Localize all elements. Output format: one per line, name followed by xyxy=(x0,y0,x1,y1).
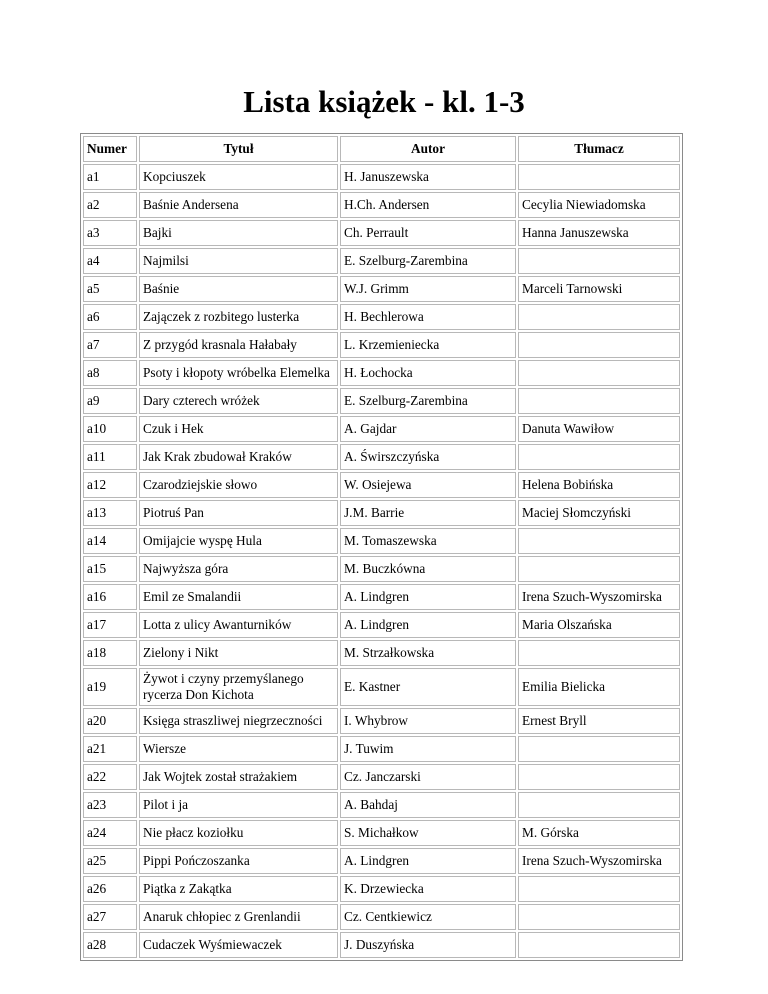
table-row xyxy=(83,736,680,762)
cell-tytul: Baśnie Andersena xyxy=(139,192,338,218)
cell-numer: a22 xyxy=(83,764,137,790)
cell-tlumacz xyxy=(518,360,680,386)
cell-tlumacz: Emilia Bielicka xyxy=(518,668,680,706)
cell-tlumacz: Hanna Januszewska xyxy=(518,220,680,246)
cell-tytul: Anaruk chłopiec z Grenlandii xyxy=(139,904,338,930)
cell-autor: A. Gajdar xyxy=(340,416,516,442)
cell-tytul: Emil ze Smalandii xyxy=(139,584,338,610)
cell-tytul: Najmilsi xyxy=(139,248,338,274)
cell-numer: a15 xyxy=(83,556,137,582)
cell-tlumacz: Cecylia Niewiadomska xyxy=(518,192,680,218)
cell-numer: a21 xyxy=(83,736,137,762)
cell-numer: a13 xyxy=(83,500,137,526)
cell-numer: a16 xyxy=(83,584,137,610)
table-row xyxy=(83,876,680,902)
cell-tlumacz xyxy=(518,876,680,902)
cell-autor: A. Bahdaj xyxy=(340,792,516,818)
table-row xyxy=(83,640,680,666)
cell-tytul: Piotruś Pan xyxy=(139,500,338,526)
cell-tlumacz: Maciej Słomczyński xyxy=(518,500,680,526)
cell-autor: E. Szelburg-Zarembina xyxy=(340,248,516,274)
table-row xyxy=(83,848,680,874)
cell-autor: A. Lindgren xyxy=(340,848,516,874)
header-autor: Autor xyxy=(340,136,516,162)
table-row xyxy=(83,764,680,790)
cell-numer: a9 xyxy=(83,388,137,414)
cell-numer: a2 xyxy=(83,192,137,218)
cell-autor: Cz. Janczarski xyxy=(340,764,516,790)
cell-autor: E. Kastner xyxy=(340,668,516,706)
cell-autor: W. Osiejewa xyxy=(340,472,516,498)
cell-tytul: Jak Wojtek został strażakiem xyxy=(139,764,338,790)
cell-numer: a17 xyxy=(83,612,137,638)
table-row xyxy=(83,792,680,818)
cell-autor: I. Whybrow xyxy=(340,708,516,734)
page-title: Lista książek - kl. 1-3 xyxy=(243,84,525,119)
cell-tytul: Nie płacz koziołku xyxy=(139,820,338,846)
table-row xyxy=(83,904,680,930)
cell-autor: A. Świrszczyńska xyxy=(340,444,516,470)
cell-autor: M. Tomaszewska xyxy=(340,528,516,554)
cell-tytul: Żywot i czyny przemyślanego rycerza Don Kichota xyxy=(139,668,338,706)
cell-tytul: Zielony i Nikt xyxy=(139,640,338,666)
cell-tlumacz xyxy=(518,764,680,790)
cell-tlumacz: M. Górska xyxy=(518,820,680,846)
cell-tytul: Piątka z Zakątka xyxy=(139,876,338,902)
table-row xyxy=(83,444,680,470)
cell-autor: H. Bechlerowa xyxy=(340,304,516,330)
cell-tytul: Cudaczek Wyśmiewaczek xyxy=(139,932,338,958)
cell-tytul: Kopciuszek xyxy=(139,164,338,190)
cell-autor: Ch. Perrault xyxy=(340,220,516,246)
cell-autor: M. Buczkówna xyxy=(340,556,516,582)
cell-autor: W.J. Grimm xyxy=(340,276,516,302)
cell-tytul: Pippi Pończoszanka xyxy=(139,848,338,874)
table-row xyxy=(83,556,680,582)
cell-tlumacz: Danuta Wawiłow xyxy=(518,416,680,442)
cell-numer: a6 xyxy=(83,304,137,330)
cell-autor: J. Tuwim xyxy=(340,736,516,762)
cell-tlumacz xyxy=(518,904,680,930)
cell-autor: L. Krzemieniecka xyxy=(340,332,516,358)
table-row xyxy=(83,164,680,190)
cell-numer: a26 xyxy=(83,876,137,902)
cell-tlumacz xyxy=(518,248,680,274)
cell-numer: a5 xyxy=(83,276,137,302)
cell-tytul: Psoty i kłopoty wróbelka Elemelka xyxy=(139,360,338,386)
cell-numer: a4 xyxy=(83,248,137,274)
cell-tlumacz: Helena Bobińska xyxy=(518,472,680,498)
header-numer: Numer xyxy=(83,136,137,162)
cell-numer: a25 xyxy=(83,848,137,874)
cell-tlumacz xyxy=(518,640,680,666)
cell-autor: A. Lindgren xyxy=(340,612,516,638)
cell-autor: H. Łochocka xyxy=(340,360,516,386)
cell-tytul: Z przygód krasnala Hałabały xyxy=(139,332,338,358)
table-row xyxy=(83,388,680,414)
cell-tytul: Czarodziejskie słowo xyxy=(139,472,338,498)
cell-tytul: Czuk i Hek xyxy=(139,416,338,442)
cell-tytul: Lotta z ulicy Awanturników xyxy=(139,612,338,638)
table-row xyxy=(83,192,680,218)
cell-numer: a8 xyxy=(83,360,137,386)
cell-tlumacz: Marceli Tarnowski xyxy=(518,276,680,302)
cell-tlumacz: Ernest Bryll xyxy=(518,708,680,734)
cell-numer: a24 xyxy=(83,820,137,846)
cell-numer: a20 xyxy=(83,708,137,734)
table-row xyxy=(83,612,680,638)
cell-numer: a10 xyxy=(83,416,137,442)
cell-autor: E. Szelburg-Zarembina xyxy=(340,388,516,414)
cell-tlumacz xyxy=(518,444,680,470)
cell-tlumacz xyxy=(518,556,680,582)
table-row xyxy=(83,932,680,958)
cell-numer: a14 xyxy=(83,528,137,554)
cell-autor: Cz. Centkiewicz xyxy=(340,904,516,930)
table-row xyxy=(83,500,680,526)
cell-tlumacz xyxy=(518,164,680,190)
table-row xyxy=(83,416,680,442)
header-row xyxy=(83,136,680,162)
table-row xyxy=(83,708,680,734)
table-body xyxy=(83,164,680,958)
header-tlumacz: Tłumacz xyxy=(518,136,680,162)
table-row xyxy=(83,472,680,498)
cell-tlumacz xyxy=(518,332,680,358)
cell-numer: a11 xyxy=(83,444,137,470)
cell-tytul: Baśnie xyxy=(139,276,338,302)
cell-tlumacz xyxy=(518,736,680,762)
cell-tytul: Dary czterech wróżek xyxy=(139,388,338,414)
cell-tlumacz xyxy=(518,304,680,330)
cell-numer: a12 xyxy=(83,472,137,498)
cell-tlumacz xyxy=(518,528,680,554)
table-row xyxy=(83,220,680,246)
cell-tlumacz xyxy=(518,932,680,958)
cell-tytul: Księga straszliwej niegrzeczności xyxy=(139,708,338,734)
cell-tytul: Najwyższa góra xyxy=(139,556,338,582)
cell-tytul: Bajki xyxy=(139,220,338,246)
cell-numer: a7 xyxy=(83,332,137,358)
cell-tytul: Pilot i ja xyxy=(139,792,338,818)
cell-tlumacz: Maria Olszańska xyxy=(518,612,680,638)
cell-tlumacz xyxy=(518,792,680,818)
table-row xyxy=(83,360,680,386)
table-row xyxy=(83,668,680,706)
cell-numer: a19 xyxy=(83,668,137,706)
cell-autor: M. Strzałkowska xyxy=(340,640,516,666)
cell-autor: K. Drzewiecka xyxy=(340,876,516,902)
cell-autor: J. Duszyńska xyxy=(340,932,516,958)
cell-tytul: Jak Krak zbudował Kraków xyxy=(139,444,338,470)
cell-numer: a3 xyxy=(83,220,137,246)
cell-tytul: Wiersze xyxy=(139,736,338,762)
cell-tlumacz: Irena Szuch-Wyszomirska xyxy=(518,584,680,610)
header-tytul: Tytuł xyxy=(139,136,338,162)
cell-tlumacz xyxy=(518,388,680,414)
books-table xyxy=(80,133,683,961)
cell-numer: a27 xyxy=(83,904,137,930)
cell-autor: H. Januszewska xyxy=(340,164,516,190)
table-row xyxy=(83,304,680,330)
table-row xyxy=(83,820,680,846)
table-row xyxy=(83,248,680,274)
cell-autor: J.M. Barrie xyxy=(340,500,516,526)
table-row xyxy=(83,276,680,302)
cell-numer: a18 xyxy=(83,640,137,666)
cell-autor: H.Ch. Andersen xyxy=(340,192,516,218)
cell-numer: a1 xyxy=(83,164,137,190)
table-row xyxy=(83,332,680,358)
cell-tlumacz: Irena Szuch-Wyszomirska xyxy=(518,848,680,874)
table-row xyxy=(83,584,680,610)
table-row xyxy=(83,528,680,554)
cell-autor: A. Lindgren xyxy=(340,584,516,610)
cell-autor: S. Michałkow xyxy=(340,820,516,846)
cell-numer: a28 xyxy=(83,932,137,958)
cell-numer: a23 xyxy=(83,792,137,818)
cell-tytul: Omijajcie wyspę Hula xyxy=(139,528,338,554)
cell-tytul: Zajączek z rozbitego lusterka xyxy=(139,304,338,330)
